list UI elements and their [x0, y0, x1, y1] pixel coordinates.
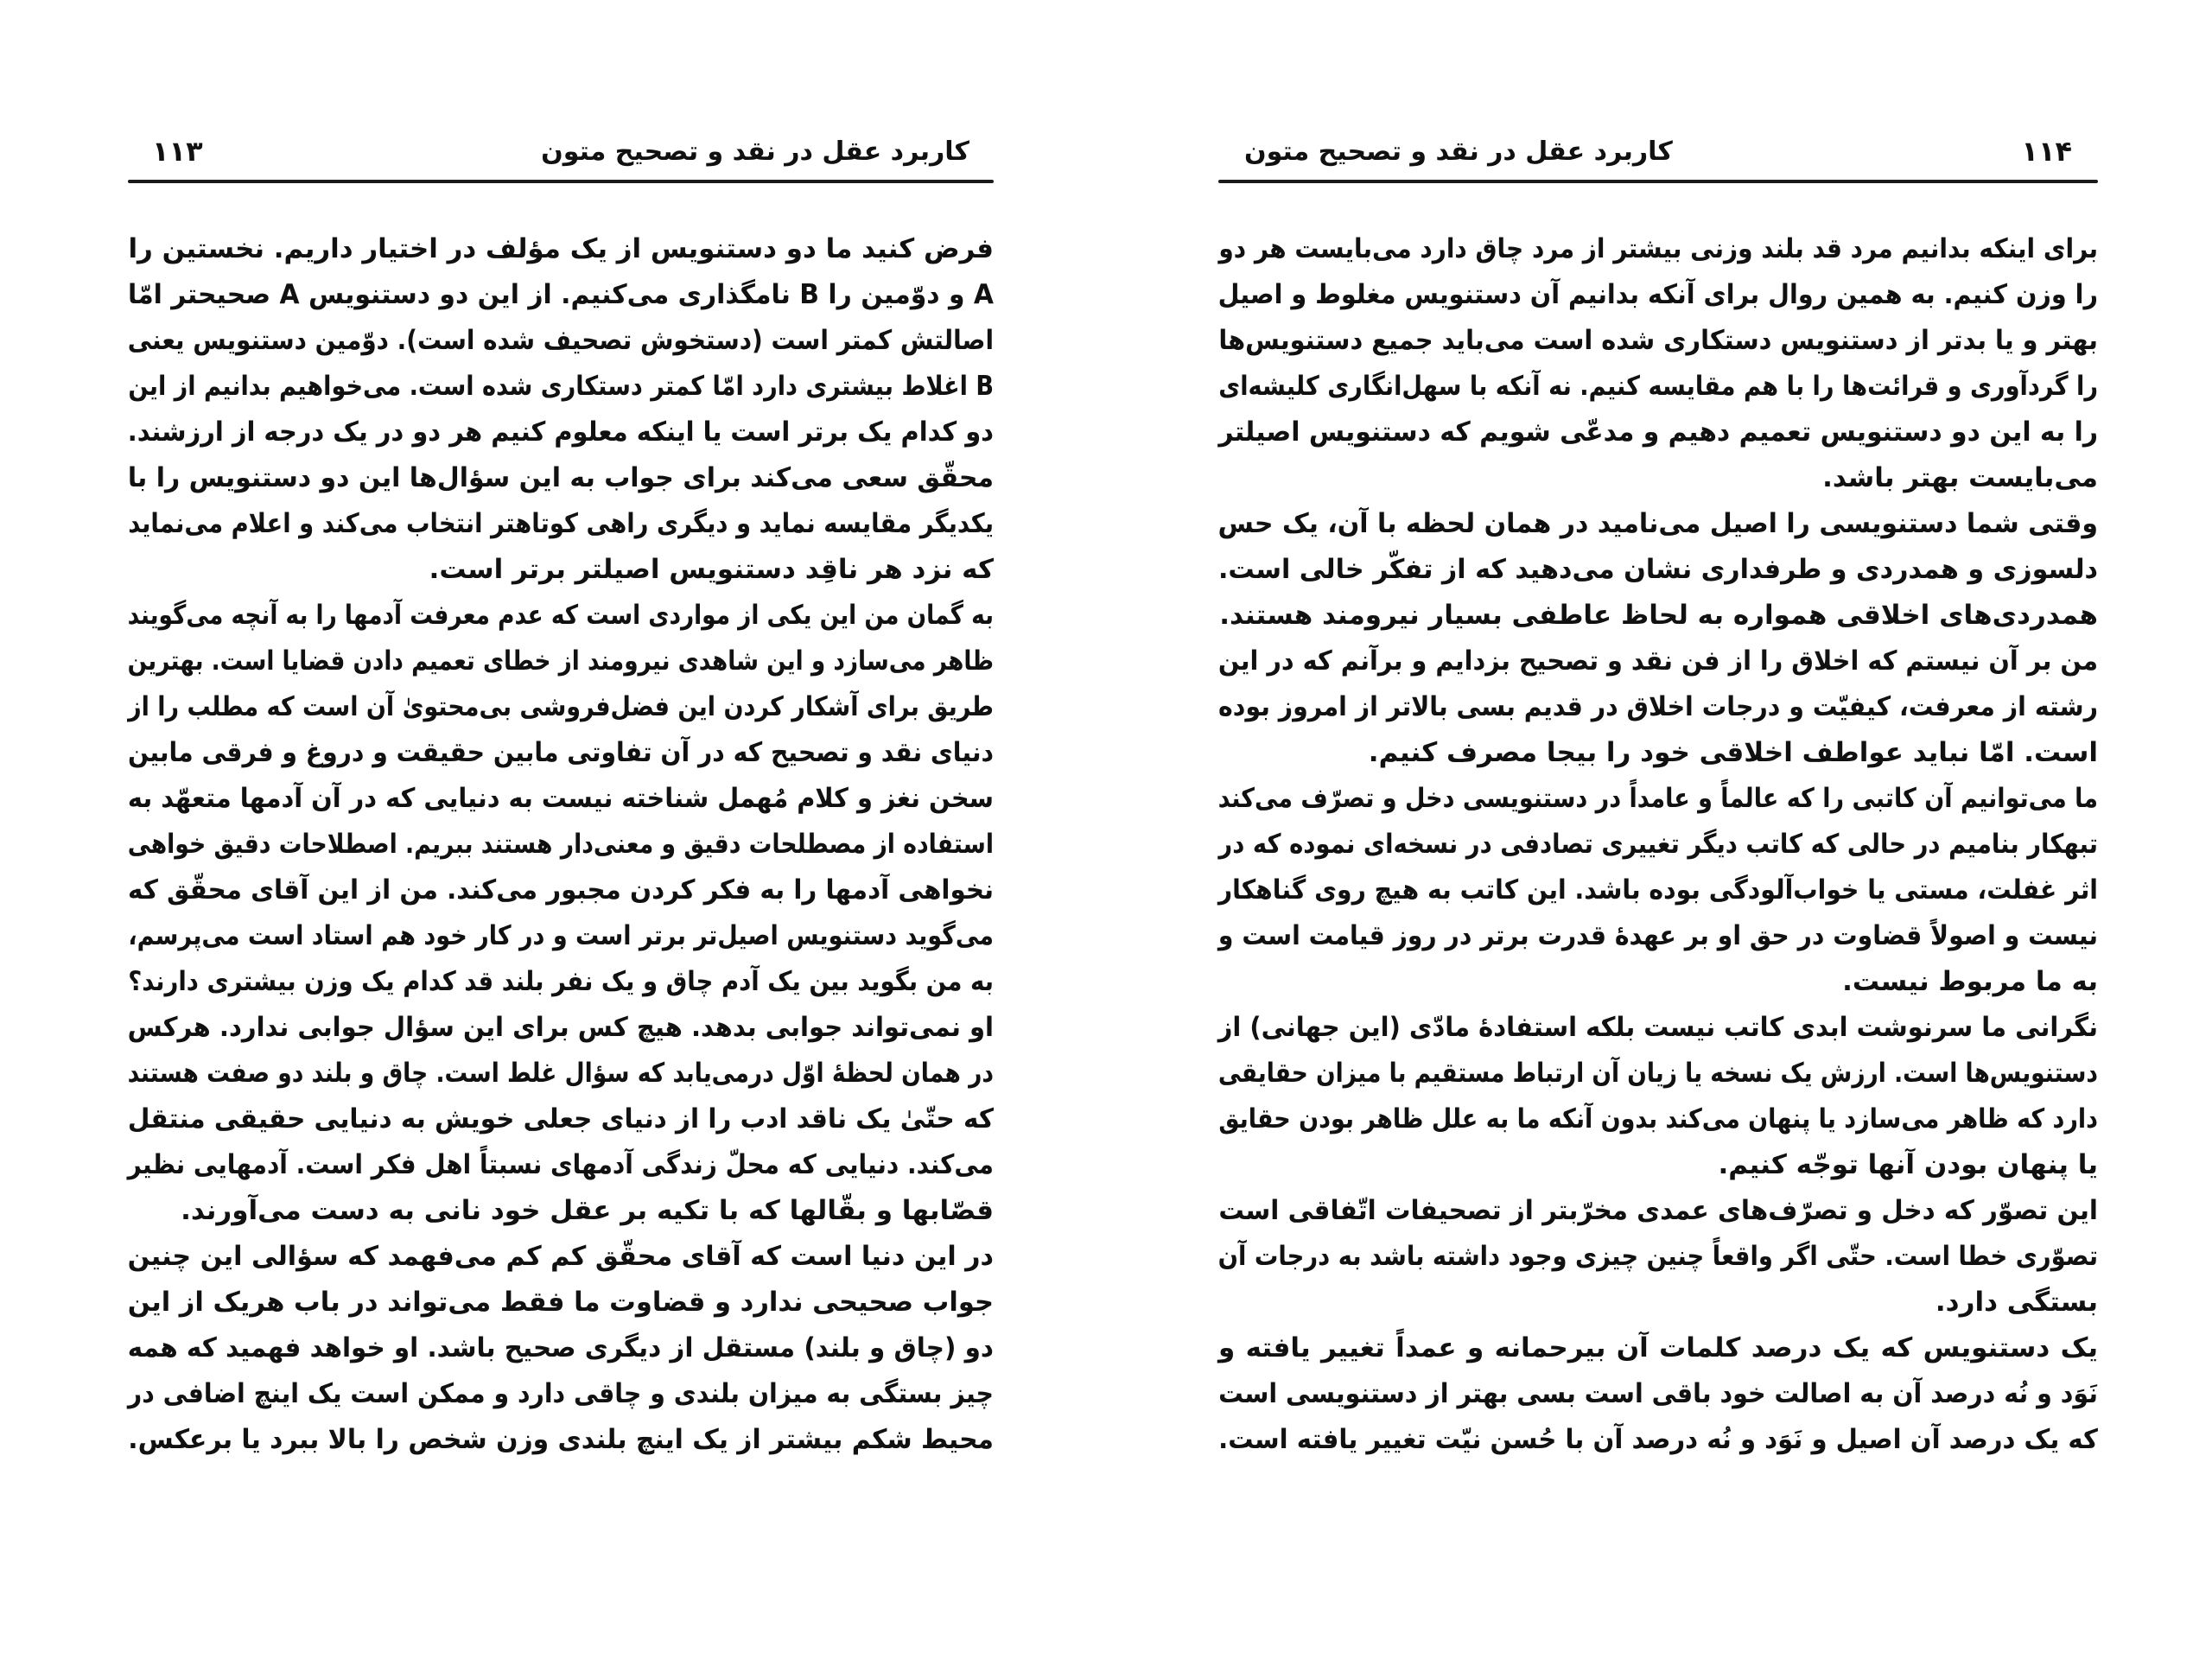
text-line: به ما مربوط نیست. [1842, 966, 2098, 997]
text-line: می‌بایست بهتر باشد. [1822, 462, 2098, 493]
running-title: کاربرد عقل در نقد و تصحیح متون [541, 137, 969, 167]
text-line: دستنویس‌ها است. ارزش یک نسخه یا زیان آن ارتباط مستقیم با میزان حقایقی [1217, 1058, 2098, 1089]
page-number: ۱۱۴ [2021, 135, 2072, 168]
text-line: وقتی شما دستنویسی را اصیل می‌نامید در همان لحظه با آن، یک حس [1217, 508, 2098, 539]
text-line: همدردی‌های اخلاقی همواره به لحاظ عاطفی بسیار نیرومند هستند. [1219, 600, 2098, 631]
running-title: کاربرد عقل در نقد و تصحیح متون [1244, 137, 1673, 167]
text-line: بهتر و یا بدتر از دستنویس دستکاری شده است می‌باید جمیع دستنویس‌ها [1218, 325, 2098, 356]
page-header [128, 130, 994, 180]
text-line: استفاده از مصطلحات دقیق و معنی‌دار هستند ببریم. اصطلاحات دقیق خواهی [127, 829, 995, 860]
text-line: یک دستنویس که یک درصد کلمات آن بیرحمانه و عمداً تغییر یافته و [1218, 1332, 2098, 1363]
text-line: دارد که ظاهر می‌سازد یا پنهان می‌کند بدون آنکه ما به علل ظاهر بودن حقایق [1218, 1103, 2098, 1135]
text-line: A و دوّمین را B نامگذاری می‌کنیم. از این دو دستنویس A صحیحتر امّا [127, 279, 994, 310]
text-line: طریق برای آشکار کردن این فضل‌فروشی بی‌محتویٰ آن است که مطلب را از [128, 691, 994, 722]
paragraph [1218, 776, 2098, 1005]
page-body [128, 226, 994, 1463]
text-line: فرض کنید ما دو دستنویس از یک مؤلف در اختیار داریم. نخستین را [128, 233, 994, 264]
text-line: او نمی‌تواند جوابی بدهد. هیچ کس برای این سؤال جوابی ندارد. هرکس [127, 1012, 994, 1043]
text-line: می‌گوید دستنویس اصیل‌تر برتر است و در کار خود هم استاد است می‌پرسم، [128, 920, 995, 951]
text-line: چیز بستگی به میزان بلندی و چاقی دارد و ممکن است یک اینچ اضافی در [127, 1378, 994, 1409]
right-page [1218, 0, 2098, 1659]
text-line: نخواهی آدمها را به فکر کردن مجبور می‌کند. من از این آقای محقّق که [128, 874, 995, 906]
text-line: اثر غفلت، مستی یا خواب‌آلودگی بوده باشد. این کاتب به هیچ روی گناهکار [1217, 874, 2098, 906]
left-page [128, 0, 994, 1659]
text-line: محیط شکم بیشتر از یک اینچ بلندی وزن شخص را بالا ببرد یا برعکس. [128, 1424, 994, 1455]
text-line: تبهکار بنامیم در حالی که کاتب دیگر تغییری تصادفی در نسخه‌ای نموده که در [1218, 829, 2098, 860]
paragraph [1218, 226, 2098, 501]
text-line: که حتّیٰ یک ناقد ادب را از دنیای جعلی خویش به دنیایی حقیقی منتقل [127, 1103, 995, 1135]
text-line: ما می‌توانیم آن کاتبی را که عالماً و عامداً در دستنویسی دخل و تصرّف می‌کند [1217, 783, 2098, 814]
text-line: نیست و اصولاً قضاوت در حق او بر عهدهٔ قدرت برتر در روز قیامت است و [1217, 920, 2098, 951]
text-line: یکدیگر مقایسه نماید و دیگری راهی کوتاهتر انتخاب می‌کند و اعلام می‌نماید [128, 508, 995, 539]
text-line: در این دنیا است که آقای محقّق کم کم می‌فهمد که سؤالی این چنین [127, 1241, 994, 1272]
text-line: ظاهر می‌سازد و این شاهدی نیرومند از خطای تعمیم دادن قضایا است. بهترین [127, 645, 994, 677]
paragraph [1218, 639, 2098, 776]
page-header [1218, 130, 2098, 180]
text-line: جواب صحیحی ندارد و قضاوت ما فقط می‌تواند در باب هریک از این [127, 1287, 995, 1318]
page-body [1218, 226, 2098, 1463]
text-line: در همان لحظهٔ اوّل درمی‌یابد که سؤال غلط است. چاق و بلند دو صفت هستند [127, 1058, 994, 1089]
text-line: را وزن کنیم. به همین روال برای آنکه بدانیم آن دستنویس مغلوط و اصیل [1217, 279, 2098, 310]
text-line: دو (چاق و بلند) مستقل از دیگری صحیح باشد. او خواهد فهمید که همه [127, 1332, 995, 1363]
text-line: یا پنهان بودن آنها توجّه کنیم. [1718, 1149, 2098, 1180]
text-line: را گردآوری و قرائت‌ها را با هم مقایسه کنیم. نه آنکه با سهل‌انگاری کلیشه‌ای [1218, 371, 2098, 402]
text-line: را به این دو دستنویس تعمیم دهیم و مدعّی شویم که دستنویس اصیلتر [1218, 416, 2098, 448]
text-line: این تصوّر که دخل و تصرّف‌های عمدی مخرّبتر از تصحیفات اتّفاقی است [1218, 1195, 2098, 1226]
paragraph [1218, 1005, 2098, 1188]
text-line: به گمان من این یکی از مواردی است که عدم معرفت آدمها را به آنچه می‌گویند [127, 600, 994, 631]
text-line: قصّابها و بقّالها که با تکیه بر عقل خود نانی به دست می‌آورند. [181, 1195, 994, 1226]
text-line: است. امّا نباید عواطف اخلاقی خود را بیجا مصرف کنیم. [1368, 737, 2098, 768]
text-line: B اغلاط بیشتری دارد امّا کمتر دستکاری شده است. می‌خواهیم بدانیم از این [128, 371, 994, 402]
paragraph [1218, 1188, 2098, 1325]
text-line: برای اینکه بدانیم مرد قد بلند وزنی بیشتر از مرد چاق دارد می‌بایست هر دو [1218, 233, 2098, 264]
paragraph [1218, 1325, 2098, 1463]
paragraph [128, 593, 994, 1234]
paragraph [128, 1234, 994, 1463]
text-line: سخن نغز و کلام مُهمل شناخته نیست به دنیایی که در آن آدمها متعهّد به [127, 783, 994, 814]
text-line: من بر آن نیستم که اخلاق را از فن نقد و تصحیح بزدایم و برآنم که در این [1217, 645, 2098, 677]
text-line: که نزد هر ناقِد دستنویس اصیلتر برتر است. [429, 554, 994, 585]
text-line: تصوّری خطا است. حتّی اگر واقعاً چنین چیزی وجود داشته باشد به درجات آن [1217, 1241, 2098, 1272]
page-number: ۱۱۳ [152, 135, 203, 168]
text-line: دو کدام یک برتر است یا اینکه معلوم کنیم هر دو در یک درجه از ارزشند. [127, 416, 995, 448]
paragraph [128, 226, 994, 593]
paragraph [1218, 501, 2098, 593]
text-line: دلسوزی و همدردی و طرفداری نشان می‌دهید که از تفکّر خالی است. [1217, 554, 2098, 585]
text-line: می‌کند. دنیایی که محلّ زندگی آدمهای نسبتاً اهل فکر است. آدمهایی نظیر [127, 1149, 994, 1180]
text-line: که یک درصد آن اصیل و نَوَد و نُه درصد آن با حُسن نیّت تغییر یافته است. [1218, 1424, 2098, 1455]
text-line: رشته از معرفت، کیفیّت و درجات اخلاق در قدیم بسی بالاتر از امروز بوده [1218, 691, 2098, 722]
text-line: نگرانی ما سرنوشت ابدی کاتب نیست بلکه استفادهٔ مادّی (این جهانی) از [1217, 1012, 2098, 1043]
header-rule [128, 180, 994, 183]
text-line: دنیای نقد و تصحیح که در آن تفاوتی مابین حقیقت و دروغ و فرقی مابین [127, 737, 994, 768]
text-line: اصالتش کمتر است (دستخوش تصحیف شده است). دوّمین دستنویس یعنی [127, 325, 994, 356]
text-line: نَوَد و نُه درصد آن به اصالت خود باقی است بسی بهتر از دستنویسی است [1218, 1378, 2098, 1409]
text-line: بستگی دارد. [1935, 1287, 2098, 1318]
text-line: محقّق سعی می‌کند برای جواب به این سؤال‌ها این دو دستنویس را با [127, 462, 994, 493]
header-rule [1218, 180, 2098, 183]
paragraph [1218, 593, 2098, 639]
text-line: به من بگوید بین یک آدم چاق و یک نفر بلند قد کدام یک وزن بیشتری دارند؟ [128, 966, 994, 997]
